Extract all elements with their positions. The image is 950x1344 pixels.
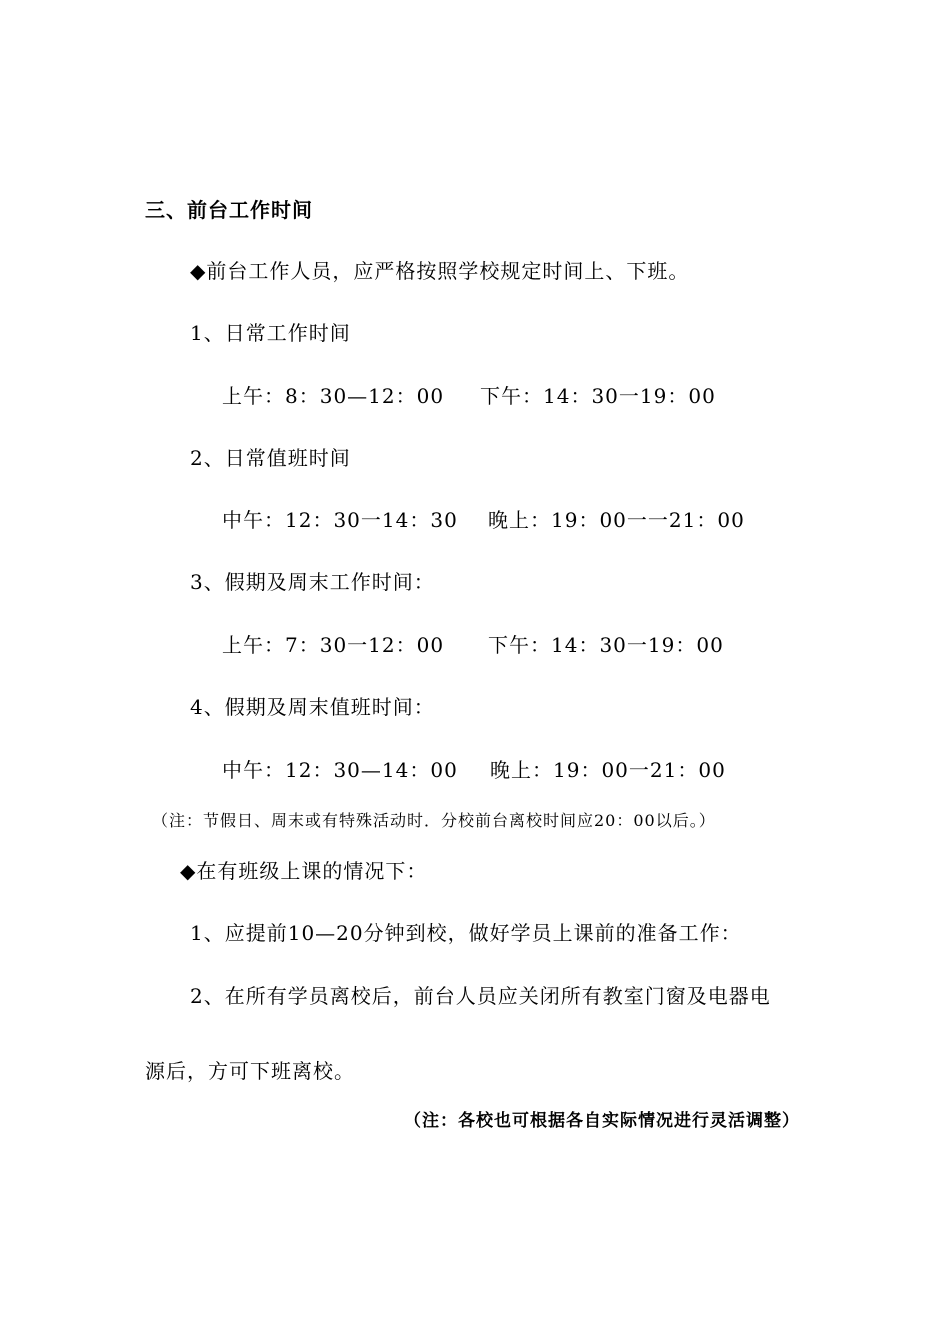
list-item-continuation: 源后，方可下班离校。 [145, 1059, 355, 1083]
time-noon: 中午：12：30—14：00 [222, 758, 458, 782]
section-title: 2、日常值班时间 [190, 446, 351, 470]
list-item: 1、应提前10—20分钟到校，做好学员上课前的准备工作： [190, 921, 742, 945]
time-noon: 中午：12：30一14：30 [222, 508, 458, 532]
time-evening: 晚上：19：00一一21：00 [488, 508, 745, 532]
note-adjust: （注：各校也可根据各自实际情况进行灵活调整） [404, 1111, 800, 1131]
section-heading: 三、前台工作时间 [145, 198, 313, 222]
time-afternoon: 下午：14：30一19：00 [488, 633, 724, 657]
section-title: 1、日常工作时间 [190, 321, 351, 345]
time-morning: 上午：7：30一12：00 [222, 633, 445, 657]
time-evening: 晚上：19：00一21：00 [490, 758, 726, 782]
section-title: 4、假期及周末值班时间： [190, 695, 435, 719]
time-afternoon: 下午：14：30一19：00 [480, 384, 716, 408]
intro-text: ◆前台工作人员，应严格按照学校规定时间上、下班。 [190, 259, 690, 283]
note-holiday: （注：节假日、周末或有特殊活动时．分校前台离校时间应20：00以后。） [152, 811, 716, 830]
list-item: 2、在所有学员离校后，前台人员应关闭所有教室门窗及电器电 [190, 984, 771, 1008]
section-title: 3、假期及周末工作时间： [190, 570, 435, 594]
class-heading: ◆在有班级上课的情况下： [180, 859, 428, 883]
time-morning: 上午：8：30—12：00 [222, 384, 445, 408]
